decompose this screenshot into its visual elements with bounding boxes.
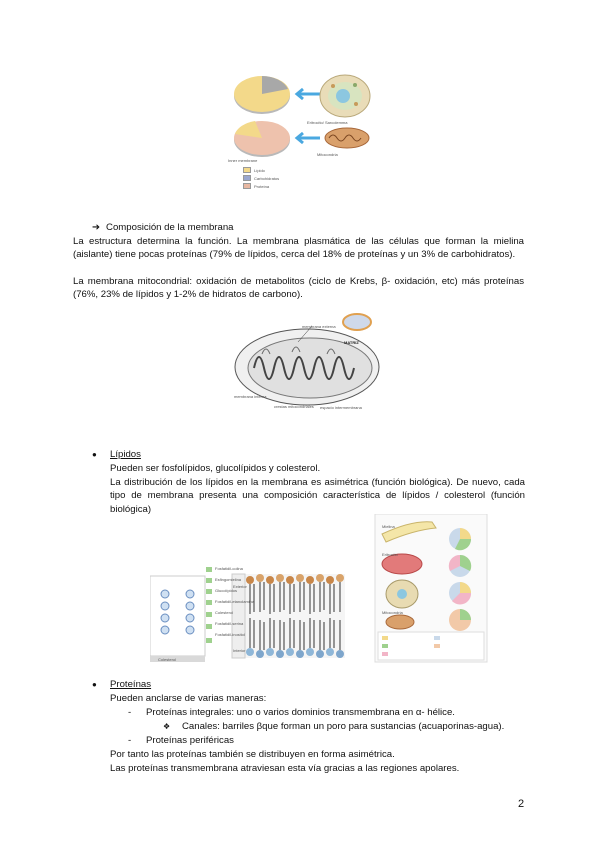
figure-membrane-composition [225,72,375,202]
lipid-legend: Fosfatidil-colina Esfingomielina Glucolípidos Fosfatidil-etanolamina Colesterol Fosfatidil-serina Fosfatidil-inositol [215,566,255,637]
proteinas-line2: Por tanto las proteínas también se distribuyen en forma asimétrica. [110,749,395,760]
erythrocyte-icon [382,554,422,574]
proteinas-title: Proteínas [110,679,152,690]
legend-item: Carbohidratos [243,175,279,181]
proteinas-item1: Proteínas integrales: uno o varios dominios transmembrana en α- hélice. [146,707,455,718]
label-membrana-interna: membrana interna [234,394,267,399]
cell-illustration [320,75,370,117]
lipid-bilayer-diagram [150,514,490,664]
mitochondria-label: Mitocondria [317,152,338,157]
pie-label: Inner membrane [228,158,258,163]
legend-swatch [243,183,251,189]
bullet-icon: ● [92,450,97,459]
legend-swatch [243,175,251,181]
dash-icon: - [128,707,132,718]
figure-lipid-distribution [150,514,490,664]
proteinas-line1: Pueden anclarse de varias maneras: [110,693,267,704]
paragraph-mitochondria: La membrana mitocondrial: oxidación de metabolitos (ciclo de Krebs, β- oxidación, etc) más proteínas (76%, 23% de lípidos y 1-2% de hidratos de carbono). [73,276,524,301]
pie-chart-mitochondria [234,121,290,157]
arrow-right-icon: ➔ [92,222,101,233]
section-heading [92,221,512,234]
pie-label-myelin: Mielina [382,524,395,529]
dash-icon: - [128,735,132,746]
legend-item: Proteína [243,183,279,189]
bullet-icon: ● [92,680,97,689]
lipidos-line2: La distribución de los lípidos en la membrana es asimétrica (función biológica). De nuevo, cada tipo de membrana presenta una composición característica de lípidos / colesterol (función biológica) [110,477,525,515]
pie-label-erythrocyte: Eritrocito [382,552,398,557]
pie-label-mitochondria: Mitocondria [382,610,403,615]
mitochondria-small-icon [386,615,414,629]
lipidos-title: Lípidos [110,449,141,460]
lipid-legend-swatches [206,567,212,643]
side-exterior-label: Exterior [233,584,247,589]
label-crestas: crestas mitocondriales [274,404,314,409]
lipidos-line1: Pueden ser fosfolípidos, glucolípidos y colesterol. [110,463,321,474]
pie-chart-plasma [234,76,290,114]
arrow-left-icon [297,133,320,143]
cell-label: Eritrocito/ Sarcolemma [307,120,348,125]
pie-legend [243,167,279,191]
label-espacio-intermembrana: espacio intermembrana [320,405,362,410]
proteinas-item2: Proteínas periféricas [146,735,234,746]
colesterol-label: Colesterol [158,657,177,662]
label-matriz: MATRIZ [344,340,359,345]
diamond-icon: ❖ [163,722,171,731]
legend-item: Lípido [243,167,279,173]
page-number: 2 [518,798,525,810]
section-heading-text: Composición de la membrana [106,222,234,233]
arrow-left-icon [297,89,320,99]
mitochondria-illustration [325,128,369,148]
paragraph-myelin: La estructura determina la función. La membrana plasmática de las células que forman la mielina (aislante) tiene pocas proteínas (79% de lípidos, cerca del 18% de proteínas y un 3% de carbohidratos). [73,236,524,261]
figure-mitochondrion [232,312,382,412]
label-membrana-externa: membrana externa [302,324,336,329]
proteinas-line3: Las proteínas transmembrana atraviesan esta vía gracias a las regiones apolares. [110,763,460,774]
side-interior-label: Interior [233,648,246,653]
proteinas-subitem: Canales: barriles βque forman un poro para sustancias (acuaporinas-agua). [182,721,505,732]
legend-swatch [243,167,251,173]
